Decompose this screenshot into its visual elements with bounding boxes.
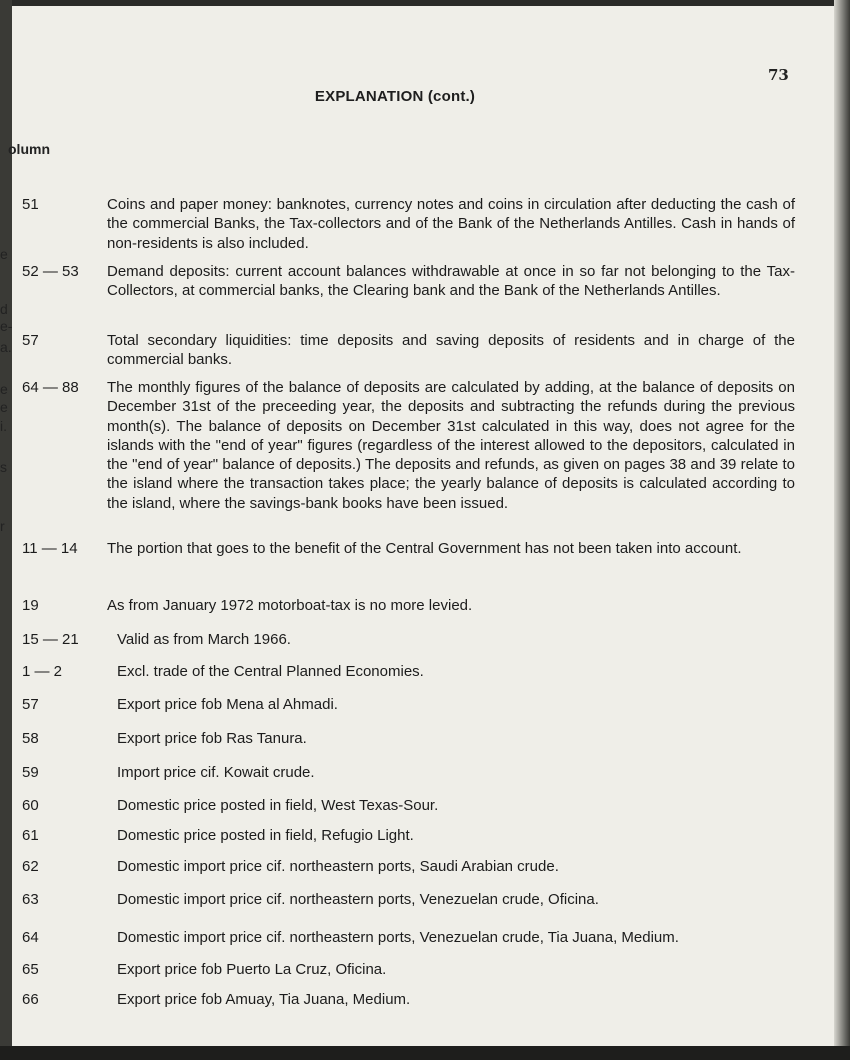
column-number: 15 — 21 [22,631,79,648]
column-number: 62 [22,858,39,875]
explanation-text: Coins and paper money: banknotes, currency notes and coins in circulation after deducting the cash of the commercial Banks, the Tax-collectors and of the Bank of the Netherlands Antilles. Cash in hands of non-residents is also included. [107,196,795,252]
explanation-text: Import price cif. Kowait crude. [117,764,315,781]
column-number: 64 [22,929,39,946]
explanation-text: Export price fob Mena al Ahmadi. [117,696,338,713]
column-number: 60 [22,797,39,814]
scan-bottom-edge [0,1046,850,1060]
explanation-text: Excl. trade of the Central Planned Economies. [117,663,424,680]
explanation-text: Domestic price posted in field, Refugio Light. [117,827,414,844]
explanation-text: The monthly figures of the balance of deposits are calculated by adding, at the balance of deposits on December 31st of the preceeding year, the deposits and subtracting the refunds during the previous month(s). The balance of deposits on December 31st calculated in this way, does not agree for the islands with the "end of year" figures (regardless of the interest allowed to the depositors, calculated in the "end of year" balance of deposits.) The deposits and refunds, as given on pages 38 and 39 relate to the island where the transaction takes place; the yearly balance of deposits is calculated according to the island, where the savings-bank books have been issued. [107,379,795,512]
column-number: 66 [22,991,39,1008]
margin-fragment: olumn [8,141,50,157]
column-number: 65 [22,961,39,978]
column-number: 63 [22,891,39,908]
explanation-text: Domestic import price cif. northeastern ports, Saudi Arabian crude. [117,858,559,875]
margin-fragment: s [0,459,7,475]
column-number: 11 — 14 [22,540,78,557]
explanation-text: Demand deposits: current account balances withdrawable at once in so far not belonging to the Tax-Collectors, at commercial banks, the Clearing bank and the Bank of the Netherlands Antilles. [107,263,795,300]
explanation-text: Domestic import price cif. northeastern ports, Venezuelan crude, Oficina. [117,891,599,908]
page-number: 73 [768,66,789,84]
explanation-text: Domestic price posted in field, West Texas-Sour. [117,797,439,814]
margin-fragment: d [0,301,8,317]
margin-fragment: a. [0,339,12,355]
column-number: 64 — 88 [22,379,79,396]
column-number: 58 [22,730,39,747]
margin-fragment: e [0,381,8,397]
margin-fragment: e- [0,318,13,334]
page-edge-shadow [834,0,850,1060]
explanation-text: Domestic import price cif. northeastern ports, Venezuelan crude, Tia Juana, Medium. [117,929,679,946]
explanation-text: Valid as from March 1966. [117,631,291,648]
column-number: 59 [22,764,39,781]
page-title: EXPLANATION (cont.) [314,88,476,105]
column-number: 19 [22,597,39,614]
margin-fragment: i. [0,418,7,434]
explanation-text: Export price fob Ras Tanura. [117,730,307,747]
column-number: 61 [22,827,39,844]
explanation-text: Export price fob Puerto La Cruz, Oficina. [117,961,387,978]
column-number: 51 [22,196,39,213]
column-number: 57 [22,332,39,349]
explanation-text: The portion that goes to the benefit of the Central Government has not been taken into account. [107,540,742,557]
margin-fragment: r [0,518,5,534]
margin-fragment: e [0,399,8,415]
explanation-text: Total secondary liquidities: time deposits and saving deposits of residents and in charge of the commercial banks. [107,332,795,369]
explanation-text: Export price fob Amuay, Tia Juana, Medium. [117,991,411,1008]
margin-fragment: e [0,246,8,262]
column-number: 1 — 2 [22,663,63,680]
explanation-text: As from January 1972 motorboat-tax is no more levied. [107,597,473,614]
column-number: 52 — 53 [22,263,79,280]
column-number: 57 [22,696,39,713]
